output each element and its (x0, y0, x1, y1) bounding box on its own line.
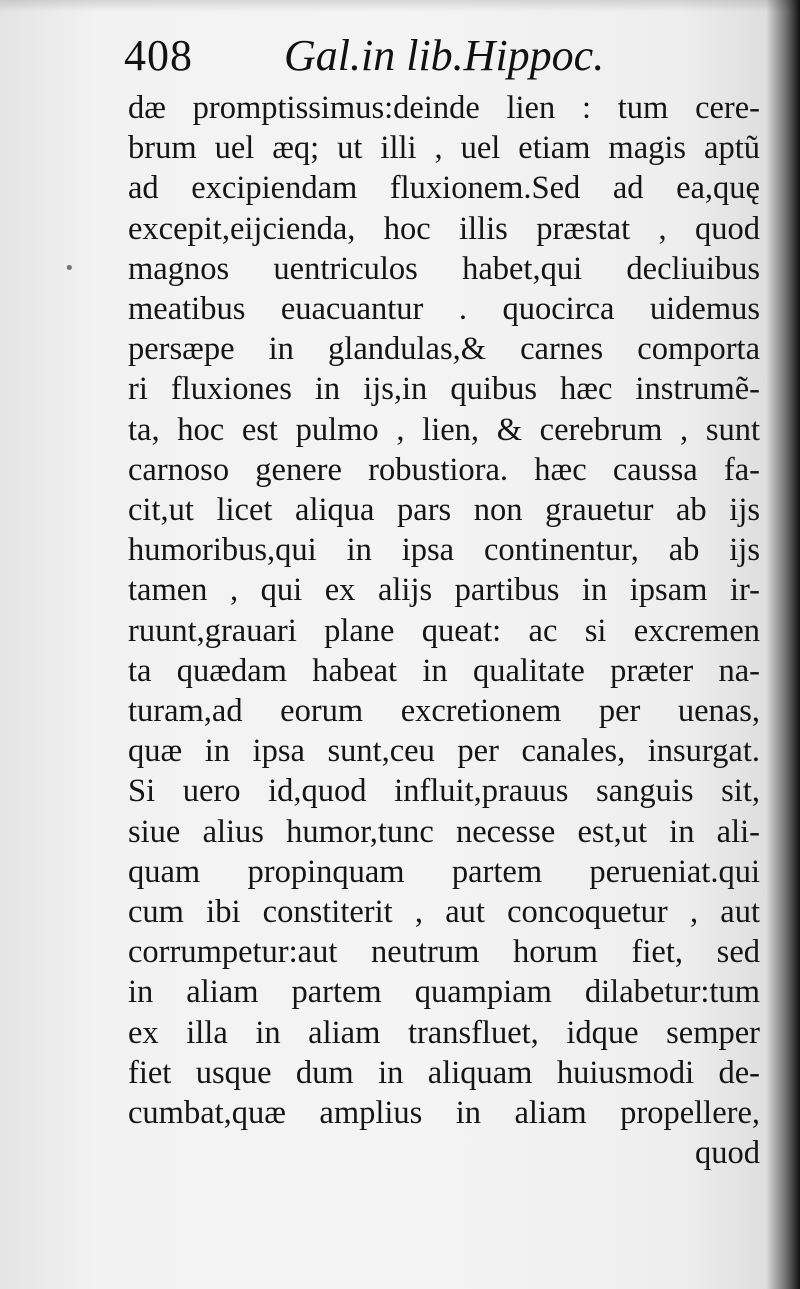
text-line: cum ibi constiterit , aut concoquetur , aut (128, 894, 760, 931)
catchword: quod (695, 1135, 760, 1172)
text-line: ri fluxiones in ijs,in quibus hæc instrumẽ- (128, 371, 760, 408)
text-line: cit,ut licet aliqua pars non grauetur ab ijs (128, 492, 760, 529)
text-line: cumbat,quæ amplius in aliam propellere, (128, 1095, 760, 1132)
page-top-shadow (0, 0, 800, 12)
body-text (128, 88, 768, 1173)
text-line: ruunt,grauari plane queat: ac si excremen (128, 612, 760, 649)
text-line: dæ promptissimus:deinde lien : tum cere- (128, 90, 760, 126)
text-line: ad excipiendam fluxionem.Sed ad ea,quę (128, 170, 760, 207)
page-header (124, 26, 644, 86)
page-binding-shadow (766, 0, 800, 1289)
text-line: corrumpetur:aut neutrum horum fiet, sed (128, 934, 760, 971)
text-line: ta, hoc est pulmo , lien, & cerebrum , sunt (128, 411, 760, 448)
text-line: excepit,eijcienda, hoc illis præstat , quod (128, 210, 760, 247)
text-line: Si uero id,quod influit,prauus sanguis sit, (128, 773, 760, 810)
text-line: carnoso genere robustiora. hæc caussa fa- (128, 451, 760, 488)
text-line: meatibus euacuantur . quocirca uidemus (128, 291, 760, 328)
text-line: fiet usque dum in aliquam huiusmodi de- (128, 1054, 760, 1091)
text-line: in aliam partem quampiam dilabetur:tum (128, 974, 760, 1011)
text-line: turam,ad eorum excretionem per uenas, (128, 693, 760, 730)
text-line: ta quædam habeat in qualitate præter na- (128, 652, 760, 689)
text-line: magnos uentriculos habet,qui decliuibus (128, 250, 760, 287)
text-line: humoribus,qui in ipsa continentur, ab ijs (128, 532, 760, 569)
text-line: siue alius humor,tunc necesse est,ut in ali- (128, 813, 760, 850)
marginal-mark-icon: • (64, 258, 75, 279)
text-line: ex illa in aliam transfluet, idque semper (128, 1014, 760, 1051)
running-title: Gal.in lib.Hippoc. (284, 31, 605, 80)
text-line: persæpe in glandulas,& carnes comporta (128, 331, 760, 368)
page-number: 408 (124, 31, 193, 80)
text-line: tamen , qui ex alijs partibus in ipsam ir- (128, 572, 760, 609)
text-line: quæ in ipsa sunt,ceu per canales, insurgat. (128, 733, 760, 770)
text-line: quam propinquam partem perueniat.qui (128, 853, 760, 890)
text-line: brum uel æq; ut illi , uel etiam magis aptũ (128, 130, 760, 167)
